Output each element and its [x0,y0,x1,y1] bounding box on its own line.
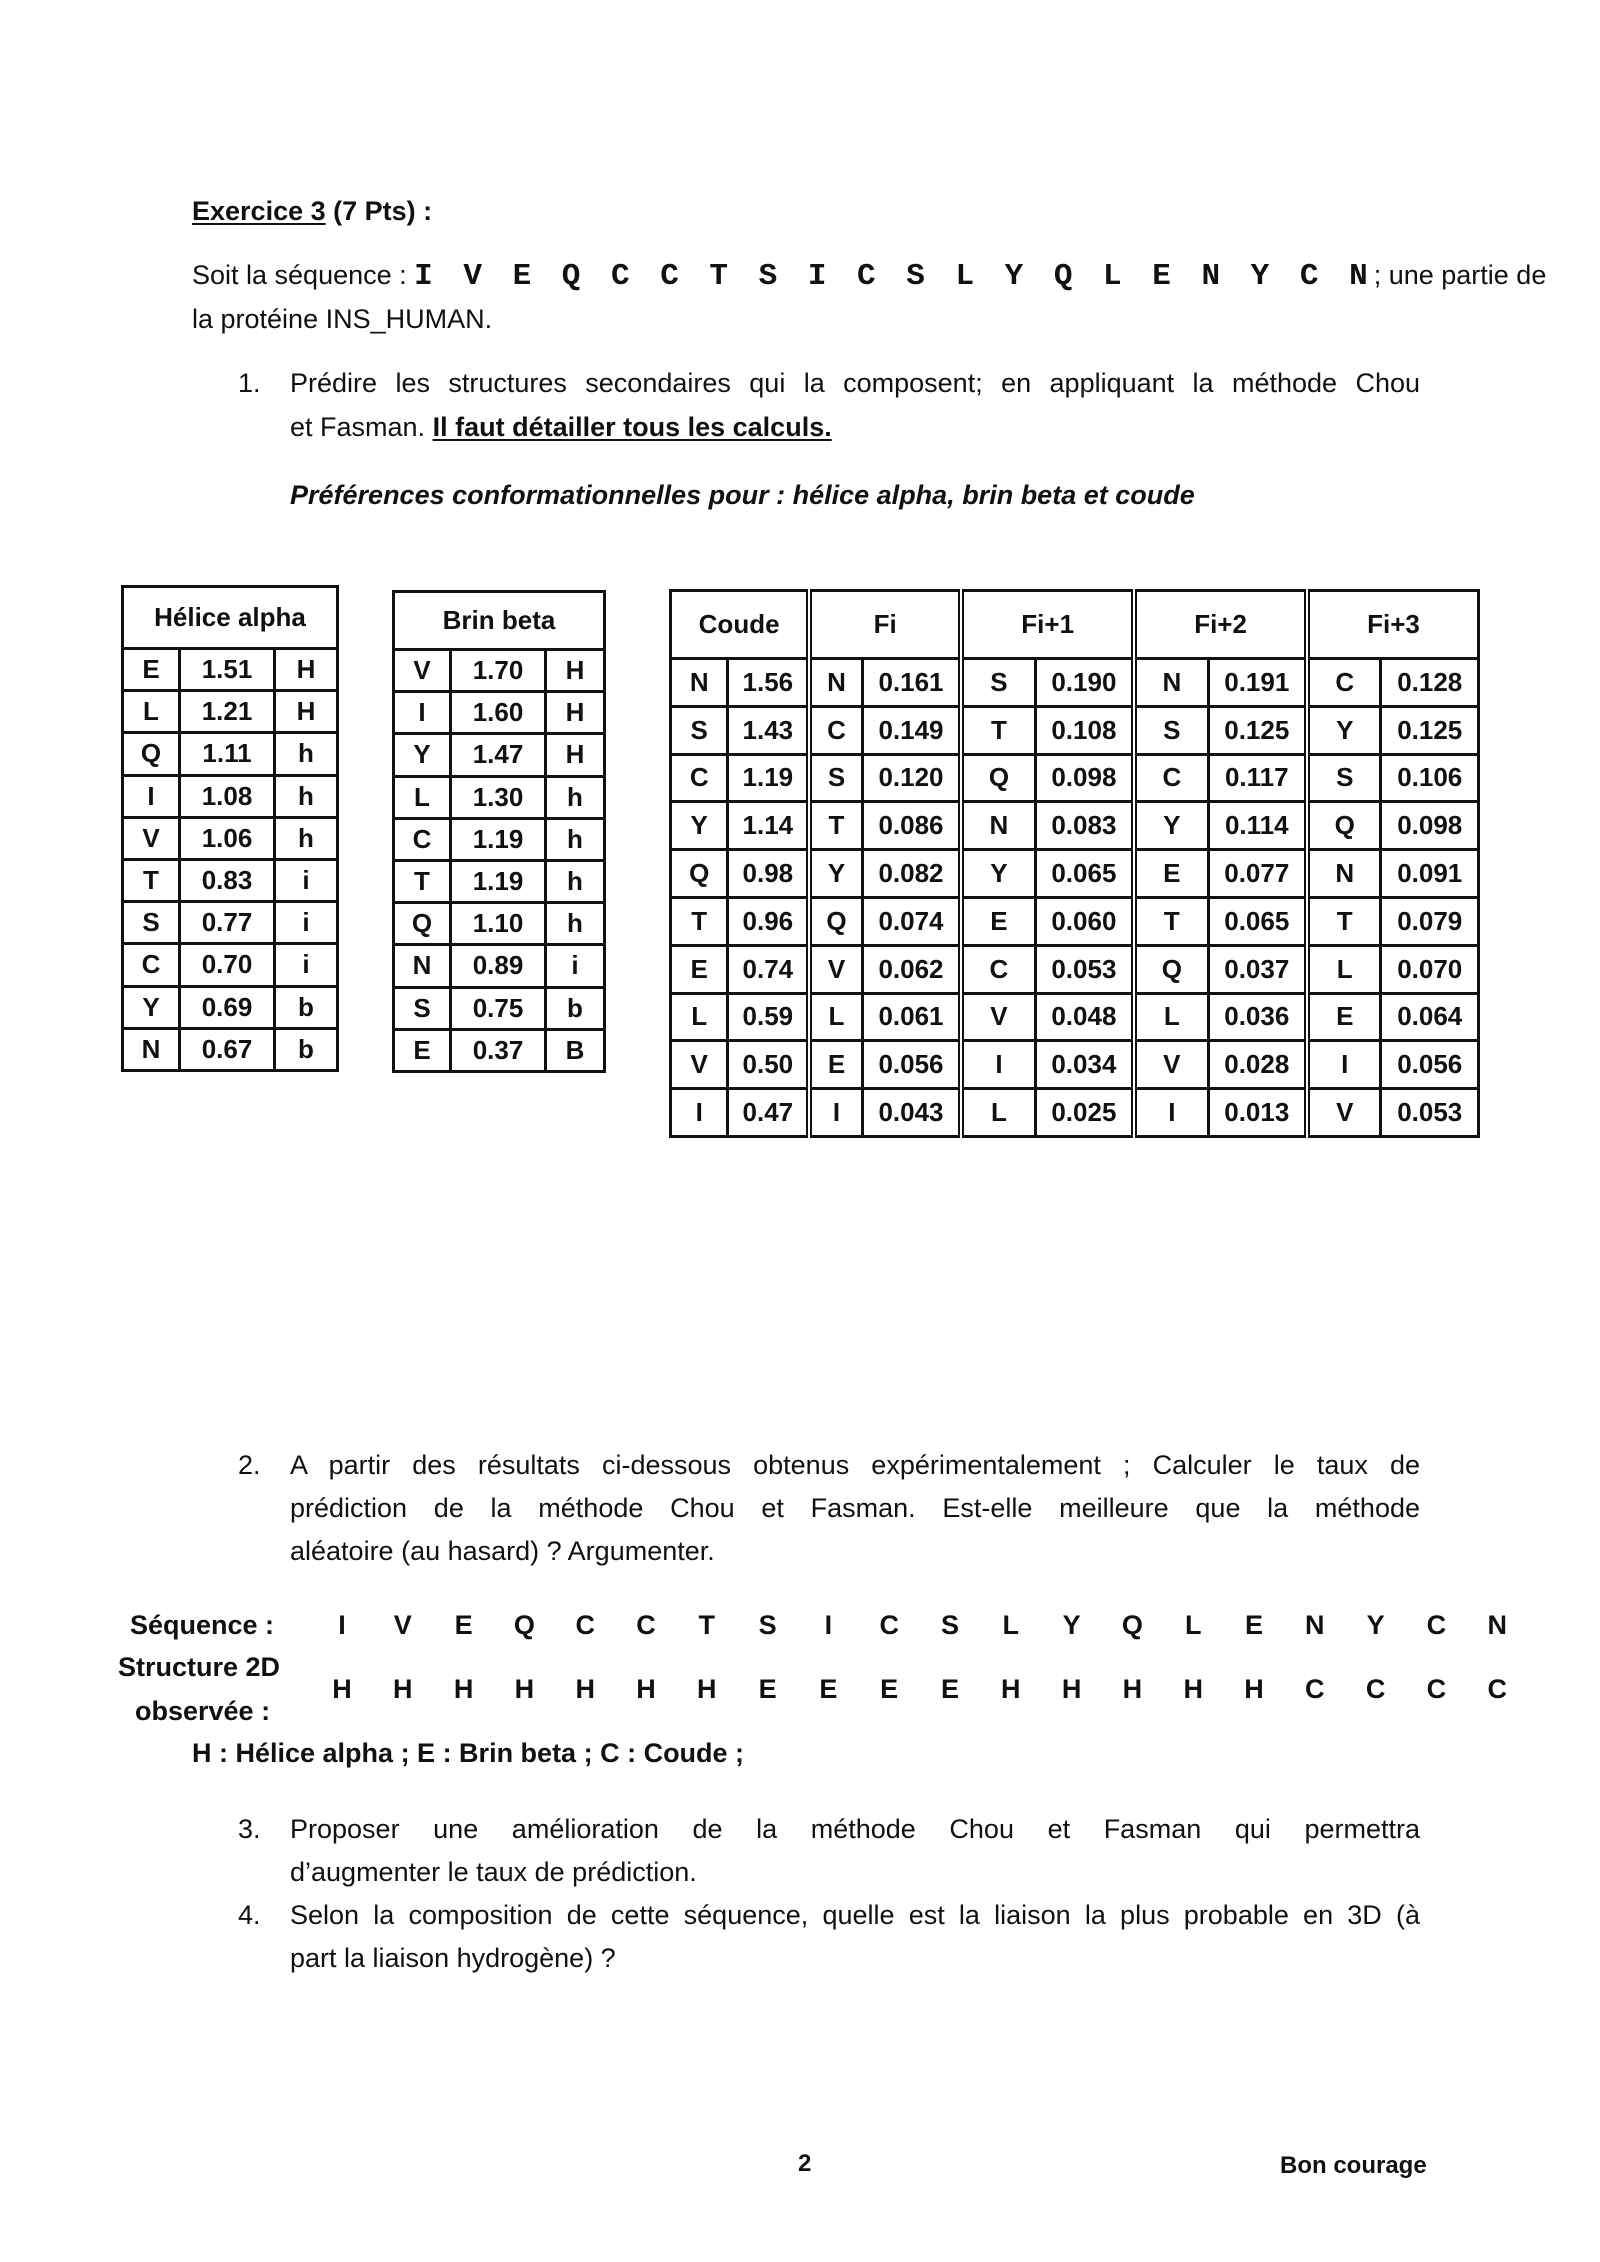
beta-residue: Y [394,734,451,776]
helix-residue: S [123,902,180,944]
observed-residue: Y [1366,1610,1385,1640]
coude-value: 0.47 [728,1089,809,1137]
coude-residue: E [1134,850,1208,898]
coude-header-fiplus3: Fi+3 [1307,591,1478,659]
helix-residue: N [123,1028,180,1070]
q2-line-2: prédiction de la méthode Chou et Fasman. Est-elle meilleure que la méthode [290,1493,1420,1523]
coude-value: 0.091 [1381,850,1479,898]
helix-row [123,691,338,733]
coude-value: 0.070 [1381,945,1479,993]
beta-class: H [546,650,605,692]
coude-value: 1.19 [728,754,809,802]
coude-row [671,1041,1479,1089]
coude-value: 0.108 [1035,706,1134,754]
q1-instruction: Il faut détailler tous les calculs. [432,412,832,442]
beta-row [394,818,605,860]
coude-residue: Y [671,802,728,850]
beta-residue: T [394,860,451,902]
coude-residue: Q [1307,802,1381,850]
coude-value: 0.037 [1208,945,1307,993]
helix-value: 0.67 [180,1028,275,1070]
observed-structure-code: C [1305,1674,1325,1704]
coude-value: 0.098 [1381,802,1479,850]
beta-value: 1.70 [451,650,546,692]
q2-number: 2. [238,1450,261,1480]
observed-structure-code: H [1244,1674,1264,1704]
coude-residue: S [809,754,862,802]
helix-row [123,859,338,901]
beta-residue: V [394,650,451,692]
helix-class: H [275,691,338,733]
observed-structure-code: E [880,1674,899,1704]
observed-structure-code: H [697,1674,717,1704]
coude-residue: L [671,993,728,1041]
observed-structure-label-2: observée : [135,1696,271,1726]
observed-residue: N [1487,1610,1507,1640]
q3-number: 3. [238,1814,261,1844]
coude-row [671,850,1479,898]
coude-row [671,754,1479,802]
coude-value: 0.082 [862,850,961,898]
coude-row [671,659,1479,707]
coude-residue: I [1134,1089,1208,1137]
coude-residue: V [1134,1041,1208,1089]
coude-value: 1.56 [728,659,809,707]
helix-value: 0.83 [180,859,275,901]
coude-row [671,897,1479,945]
observed-residue: C [879,1610,899,1640]
beta-class: h [546,903,605,945]
coude-residue: V [1307,1089,1381,1137]
observed-structure-code: H [393,1674,413,1704]
observed-structure-label-1: Structure 2D [118,1652,281,1682]
q1-subtitle: Préférences conformationnelles pour : hélice alpha, brin beta et coude [290,480,1195,510]
beta-residue: E [394,1029,451,1071]
footer-note: Bon courage [1280,2152,1427,2179]
coude-residue: T [1307,897,1381,945]
coude-value: 0.053 [1381,1089,1479,1137]
observed-residue: C [636,1610,656,1640]
coude-residue: Y [1307,706,1381,754]
coude-residue: Y [961,850,1035,898]
coude-residue: T [1134,897,1208,945]
coude-row [671,1089,1479,1137]
coude-value: 0.114 [1208,802,1307,850]
coude-value: 0.117 [1208,754,1307,802]
helix-class: h [275,817,338,859]
coude-header-fiplus2: Fi+2 [1134,591,1307,659]
q4-number: 4. [238,1900,261,1930]
beta-class: H [546,692,605,734]
coude-value: 0.083 [1035,802,1134,850]
coude-value: 0.025 [1035,1089,1134,1137]
structure-legend: H : Hélice alpha ; E : Brin beta ; C : Coude ; [192,1738,745,1768]
coude-value: 0.053 [1035,945,1134,993]
coude-value: 0.120 [862,754,961,802]
helix-row [123,1028,338,1070]
beta-value: 0.37 [451,1029,546,1071]
beta-row [394,945,605,987]
coude-value: 0.062 [862,945,961,993]
beta-residue: C [394,818,451,860]
beta-row [394,860,605,902]
beta-row [394,1029,605,1071]
beta-row [394,903,605,945]
coude-header-fi: Fi [809,591,961,659]
coude-value: 1.14 [728,802,809,850]
coude-residue: C [1307,659,1381,707]
coude-value: 0.065 [1208,897,1307,945]
coude-row [671,945,1479,993]
beta-class: i [546,945,605,987]
coude-residue: V [671,1041,728,1089]
coude-value: 0.043 [862,1089,961,1137]
beta-table-header: Brin beta [394,592,605,650]
observed-sequence-label: Séquence : [130,1610,275,1640]
observed-structure-code: H [636,1674,656,1704]
helix-row [123,902,338,944]
intro-suffix: ; une partie de [1373,260,1547,290]
observed-residue: C [1426,1610,1447,1640]
helix-value: 0.69 [180,986,275,1028]
page-number: 2 [798,2150,812,2177]
coude-value: 0.161 [862,659,961,707]
beta-residue: N [394,945,451,987]
coude-value: 0.079 [1381,897,1479,945]
coude-value: 0.056 [1381,1041,1479,1089]
beta-value: 1.19 [451,818,546,860]
beta-class: H [546,734,605,776]
coude-residue: V [809,945,862,993]
coude-value: 0.59 [728,993,809,1041]
observed-residue: S [940,1610,959,1640]
helix-class: h [275,775,338,817]
beta-row [394,650,605,692]
coude-value: 0.034 [1035,1041,1134,1089]
helix-residue: T [123,859,180,901]
coude-value: 0.106 [1381,754,1479,802]
helix-residue: C [123,944,180,986]
coude-residue: C [1134,754,1208,802]
q1-line-2 [290,406,832,449]
observed-residue: E [454,1610,473,1640]
helix-class: i [275,902,338,944]
observed-structure-code: H [1183,1674,1203,1704]
helix-residue: Q [123,733,180,775]
coude-value: 0.125 [1381,706,1479,754]
coude-residue: S [961,659,1035,707]
beta-residue: I [394,692,451,734]
helix-residue: L [123,691,180,733]
observed-structure-code: H [514,1674,535,1704]
coude-residue: I [1307,1041,1381,1089]
observed-residue: E [1244,1610,1263,1640]
coude-value: 0.149 [862,706,961,754]
helix-row [123,817,338,859]
observed-residue: S [758,1610,777,1640]
observed-structure-code: H [575,1674,595,1704]
coude-residue: T [809,802,862,850]
coude-residue: Y [809,850,862,898]
coude-value: 1.43 [728,706,809,754]
coude-residue: V [961,993,1035,1041]
coude-residue: N [961,802,1035,850]
q2-line-3: aléatoire (au hasard) ? Argumenter. [290,1536,715,1566]
observed-structure-code: E [940,1674,959,1704]
coude-value: 0.191 [1208,659,1307,707]
coude-residue: N [809,659,862,707]
coude-residue: S [1307,754,1381,802]
coude-value: 0.048 [1035,993,1134,1041]
coude-value: 0.125 [1208,706,1307,754]
observed-residue: T [698,1610,716,1640]
exercise-title [192,190,432,233]
intro-sequence: I V E Q C C T S I C S L Y Q L E N Y C N [414,259,1374,294]
observed-residue: Q [513,1610,535,1640]
beta-value: 0.75 [451,987,546,1029]
coude-residue: L [1307,945,1381,993]
coude-value: 0.98 [728,850,809,898]
q3-line-2: d’augmenter le taux de prédiction. [290,1857,697,1887]
coude-value: 0.064 [1381,993,1479,1041]
coude-residue: Q [1134,945,1208,993]
observed-residue: Y [1062,1610,1081,1640]
helix-class: h [275,733,338,775]
q1-line-1: Prédire les structures secondaires qui la composent; en appliquant la méthode Chou [290,368,1420,398]
beta-value: 1.10 [451,903,546,945]
coude-residue: L [1134,993,1208,1041]
intro-line-1 [192,254,1547,298]
coude-residue: I [961,1041,1035,1089]
coude-value: 0.060 [1035,897,1134,945]
coude-residue: T [961,706,1035,754]
coude-value: 0.061 [862,993,961,1041]
observed-structure-code: E [819,1674,838,1704]
brin-beta-table [392,590,606,1073]
coude-residue: Q [961,754,1035,802]
observed-structure-row [0,1674,1600,1714]
helix-class: i [275,859,338,901]
coude-residue: L [809,993,862,1041]
coude-header-coude: Coude [671,591,810,659]
coude-residue: Y [1134,802,1208,850]
coude-value: 0.128 [1381,659,1479,707]
coude-residue: E [1307,993,1381,1041]
coude-residue: E [671,945,728,993]
observed-residue: I [824,1610,833,1640]
observed-structure-code: H [1001,1674,1021,1704]
helix-alpha-table [121,585,339,1072]
coude-residue: S [671,706,728,754]
observed-structure-code: C [1365,1674,1386,1704]
observed-structure-code: C [1426,1674,1447,1704]
coude-residue: N [671,659,728,707]
helix-class: i [275,944,338,986]
observed-residue: V [393,1610,412,1640]
helix-value: 1.51 [180,649,275,691]
beta-residue: L [394,776,451,818]
q1-number: 1. [238,368,261,398]
beta-class: h [546,776,605,818]
coude-value: 0.013 [1208,1089,1307,1137]
coude-table [669,589,1480,1138]
observed-residue: I [338,1610,346,1640]
helix-value: 1.06 [180,817,275,859]
observed-structure-code: H [332,1674,352,1704]
coude-value: 0.74 [728,945,809,993]
coude-residue: Q [671,850,728,898]
helix-residue: I [123,775,180,817]
helix-row [123,649,338,691]
coude-header-fiplus1: Fi+1 [961,591,1134,659]
coude-residue: L [961,1089,1035,1137]
observed-structure-code: E [758,1674,777,1704]
q4-line-1: Selon la composition de cette séquence, quelle est la liaison la plus probable en 3D (à [290,1900,1420,1930]
observed-sequence-row [0,1610,1600,1650]
beta-class: h [546,818,605,860]
beta-value: 0.89 [451,945,546,987]
coude-row [671,993,1479,1041]
coude-residue: E [961,897,1035,945]
coude-row [671,706,1479,754]
coude-residue: N [1134,659,1208,707]
helix-value: 0.70 [180,944,275,986]
helix-row [123,944,338,986]
observed-residue: L [1002,1610,1020,1640]
helix-class: b [275,986,338,1028]
exercise-name: Exercice 3 [192,196,326,226]
observed-structure-code: C [1487,1674,1507,1704]
coude-value: 0.074 [862,897,961,945]
coude-residue: C [961,945,1035,993]
coude-residue: I [671,1089,728,1137]
helix-residue: Y [123,986,180,1028]
beta-value: 1.19 [451,860,546,902]
intro-line-2: la protéine INS_HUMAN. [192,304,493,334]
coude-residue: I [809,1089,862,1137]
observed-residue: N [1305,1610,1325,1640]
helix-class: b [275,1028,338,1070]
helix-residue: V [123,817,180,859]
coude-value: 0.077 [1208,850,1307,898]
coude-value: 0.065 [1035,850,1134,898]
observed-structure-code: H [453,1674,474,1704]
coude-residue: C [671,754,728,802]
observed-residue: L [1184,1610,1202,1640]
helix-value: 1.11 [180,733,275,775]
helix-residue: E [123,649,180,691]
helix-class: H [275,649,338,691]
coude-value: 0.50 [728,1041,809,1089]
coude-value: 0.036 [1208,993,1307,1041]
helix-value: 1.08 [180,775,275,817]
beta-value: 1.30 [451,776,546,818]
beta-row [394,734,605,776]
beta-row [394,776,605,818]
observed-residue: Q [1121,1610,1143,1640]
intro-prefix: Soit la séquence : [192,260,407,290]
helix-value: 1.21 [180,691,275,733]
helix-row [123,986,338,1028]
beta-value: 1.60 [451,692,546,734]
coude-row [671,802,1479,850]
exercise-points: (7 Pts) : [333,196,433,226]
helix-row [123,775,338,817]
q4-line-2: part la liaison hydrogène) ? [290,1943,616,1973]
q2-line-1: A partir des résultats ci-dessous obtenus expérimentalement ; Calculer le taux de [290,1450,1420,1480]
coude-residue: E [809,1041,862,1089]
beta-residue: S [394,987,451,1029]
beta-value: 1.47 [451,734,546,776]
beta-row [394,987,605,1029]
coude-residue: C [809,706,862,754]
helix-value: 0.77 [180,902,275,944]
q1-line-2-plain: et Fasman. [290,412,426,442]
coude-value: 0.028 [1208,1041,1307,1089]
beta-row [394,692,605,734]
beta-residue: Q [394,903,451,945]
coude-value: 0.056 [862,1041,961,1089]
coude-residue: Q [809,897,862,945]
coude-value: 0.098 [1035,754,1134,802]
helix-row [123,733,338,775]
observed-residue: C [575,1610,595,1640]
helix-table-header: Hélice alpha [123,587,338,649]
observed-structure-code: H [1061,1674,1082,1704]
beta-class: b [546,987,605,1029]
coude-residue: S [1134,706,1208,754]
coude-residue: T [671,897,728,945]
coude-value: 0.086 [862,802,961,850]
beta-class: h [546,860,605,902]
coude-value: 0.96 [728,897,809,945]
q3-line-1: Proposer une amélioration de la méthode Chou et Fasman qui permettra [290,1814,1420,1844]
coude-residue: N [1307,850,1381,898]
beta-class: B [546,1029,605,1071]
coude-value: 0.190 [1035,659,1134,707]
observed-structure-code: H [1122,1674,1143,1704]
